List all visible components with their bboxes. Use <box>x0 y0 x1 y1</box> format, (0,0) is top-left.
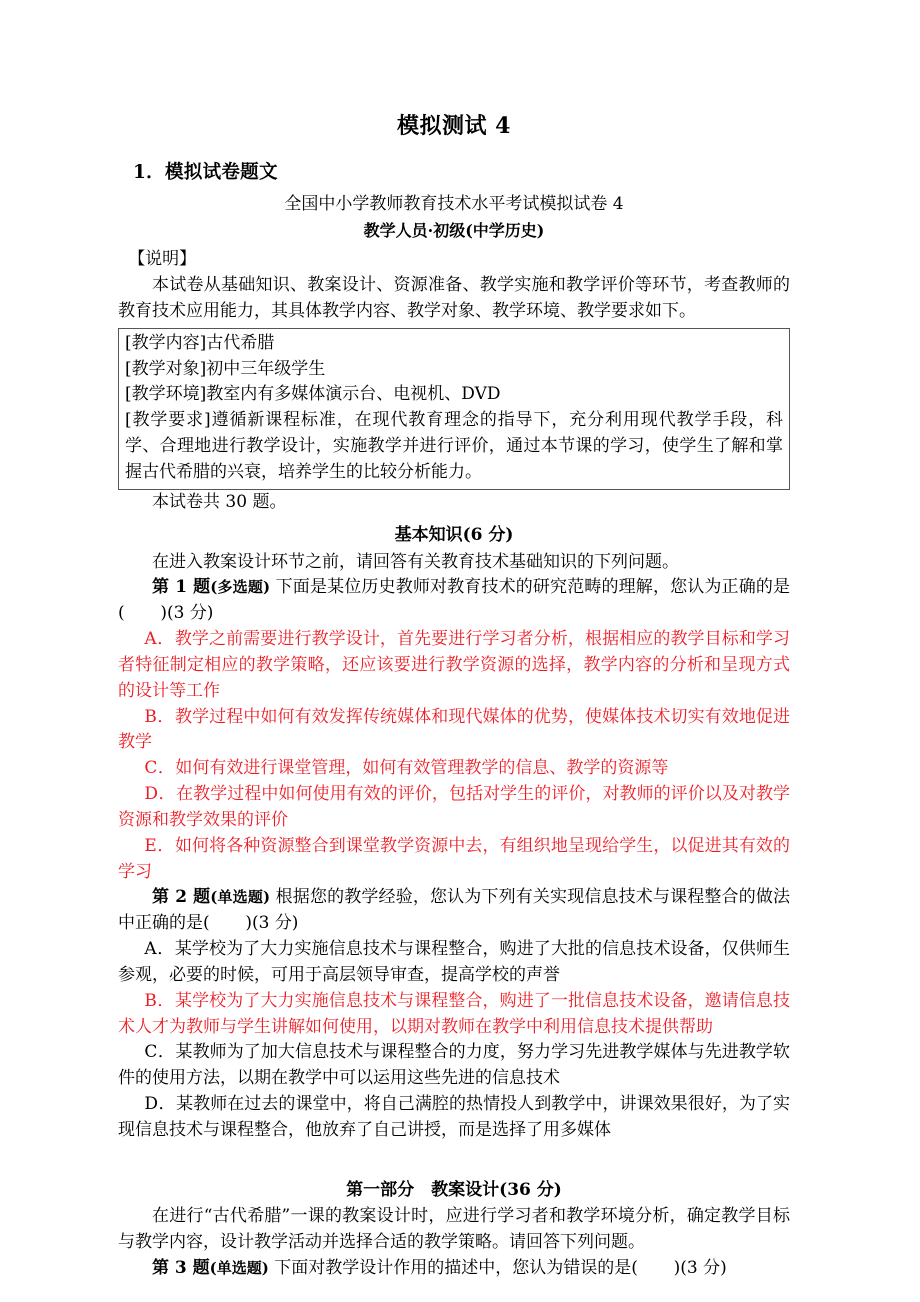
option-b[interactable] <box>118 705 790 757</box>
info-box-line-content: [教学内容]古代希腊 <box>125 332 275 353</box>
option-letter: E． <box>144 835 175 856</box>
option-c[interactable] <box>118 756 790 782</box>
basic-knowledge-lead-in: 在进入教案设计环节之前，请回答有关教育技术基础知识的下列问题。 <box>152 551 679 572</box>
option-d[interactable] <box>118 782 790 834</box>
question-stem <box>118 575 790 627</box>
document-content <box>118 0 790 1281</box>
question-stem-tail: )(3 分) <box>160 603 214 624</box>
option-letter: A． <box>144 939 175 960</box>
option-letter: A． <box>144 629 175 650</box>
option-letter: D． <box>144 784 177 805</box>
basic-knowledge-heading <box>118 515 790 549</box>
question-label: 第 3 题 <box>152 1257 210 1278</box>
basic-knowledge-heading-score: (6 分) <box>462 525 514 546</box>
teaching-info-box <box>118 328 790 490</box>
intro-paragraph: 本试卷从基础知识、教案设计、资源准备、教学实施和教学评价等环节，考查教师的教育技术应用能力，其具体教学内容、教学对象、教学环境、教学要求如下。 <box>118 275 790 321</box>
option-text: 某教师为了加大信息技术与课程整合的力度，努力学习先进教学媒体与先进教学软件的使用方法，以期在教学中可以运用这些先进的信息技术 <box>118 1042 790 1089</box>
section-spacer <box>118 1144 790 1170</box>
option-d[interactable] <box>118 1092 790 1144</box>
option-letter: D． <box>144 1094 177 1115</box>
option-letter: B． <box>144 990 176 1011</box>
part-one-heading-score: (36 分) <box>499 1179 562 1200</box>
option-text: 某学校为了大力实施信息技术与课程整合，购进了大批的信息技术设备，仅供师生参观，必要的时候，可用于高层领导审查，提高学校的声誉 <box>118 939 791 985</box>
option-text: 某教师在过去的课堂中，将自己满腔的热情投人到教学中，讲课效果很好，为了实现信息技术与课程整合，他放弃了自己讲授，而是选择了用多媒体 <box>118 1094 790 1140</box>
option-e[interactable] <box>118 834 790 886</box>
option-a[interactable] <box>118 627 790 704</box>
question-stem-tail: )(3 分) <box>673 1257 727 1278</box>
option-letter: C． <box>144 1042 176 1063</box>
option-letter: C． <box>144 758 176 779</box>
exam-paper-title: 全国中小学教师教育技术水平考试模拟试卷 4 <box>284 194 624 215</box>
page-title: 模拟测试 4 <box>397 113 511 139</box>
option-text: 某学校为了大力实施信息技术与课程整合，购进了一批信息技术设备，邀请信息技术人才为教师与学生讲解如何使用，以期对教师在教学中利用信息技术提供帮助 <box>118 990 790 1037</box>
exam-paper-subtitle: 教学人员·初级(中学历史) <box>363 221 545 240</box>
question-stem-text: 下面是某位历史教师对教育技术的研究范畴的理解，您认为正确的是( <box>118 577 791 624</box>
question-stem-text: 根据您的教学经验，您认为下列有关实现信息技术与课程整合的做法中正确的是( <box>118 887 791 934</box>
option-text: 如何将各种资源整合到课堂教学资源中去，有组织地呈现给学生，以促进其有效的学习 <box>118 835 790 882</box>
option-c[interactable] <box>118 1040 790 1092</box>
question-type: (单选题) <box>210 888 271 907</box>
basic-knowledge-heading-title: 基本知识 <box>394 525 463 546</box>
part-one-heading-title: 教案设计 <box>431 1179 500 1200</box>
info-box-line-audience: [教学对象]初中三年级学生 <box>125 358 326 379</box>
question-type: (多选题) <box>210 578 271 597</box>
info-box-line-environment: [教学环境]教室内有多媒体演示台、电视机、DVD <box>125 384 501 405</box>
question-stem-text: 下面对教学设计作用的描述中，您认为错误的是( <box>274 1257 638 1278</box>
option-b[interactable] <box>118 989 790 1041</box>
option-text: 教学过程中如何有效发挥传统媒体和现代媒体的优势，使媒体技术切实有效地促进教学 <box>118 706 790 753</box>
option-text: 如何有效进行课堂管理，如何有效管理教学的信息、教学的资源等 <box>175 758 669 779</box>
question-stem <box>118 885 790 937</box>
part-one-lead-in: 在进行“古代希腊”一课的教案设计时，应进行学习者和教学环境分析，确定教学目标与教学内容，设计教学活动并选择合适的教学策略。请回答下列问题。 <box>118 1205 790 1252</box>
info-box-line-requirement: [教学要求]遵循新课程标准，在现代教育理念的指导下，充分利用现代教学手段，科学、合理地进行教学设计，实施教学并进行评价，通过本节课的学习，使学生了解和掌握古代希腊的兴衰，培养学生的比较分析能力。 <box>125 410 783 482</box>
question-label: 第 2 题 <box>152 887 211 908</box>
question-stem <box>118 1256 790 1282</box>
option-letter: B． <box>144 706 176 727</box>
option-a[interactable] <box>118 937 790 989</box>
question-type: (单选题) <box>209 1258 269 1277</box>
note-label: 【说明】 <box>128 249 197 270</box>
section-heading-1: 1．模拟试卷题文 <box>133 162 278 184</box>
part-one-heading <box>118 1170 790 1204</box>
option-text: 教学之前需要进行教学设计，首先要进行学习者分析，根据相应的教学目标和学习者特征制定相应的教学策略，还应该要进行教学资源的选择，教学内容的分析和呈现方式的设计等工作 <box>118 629 791 701</box>
option-text: 在教学过程中如何使用有效的评价，包括对学生的评价，对教师的评价以及对教学资源和教学效果的评价 <box>118 784 790 830</box>
part-one-heading-label: 第一部分 <box>346 1179 415 1200</box>
total-questions-line: 本试卷共 30 题。 <box>152 491 287 512</box>
question-stem-tail: )(3 分) <box>245 913 299 934</box>
question-label: 第 1 题 <box>152 577 211 598</box>
